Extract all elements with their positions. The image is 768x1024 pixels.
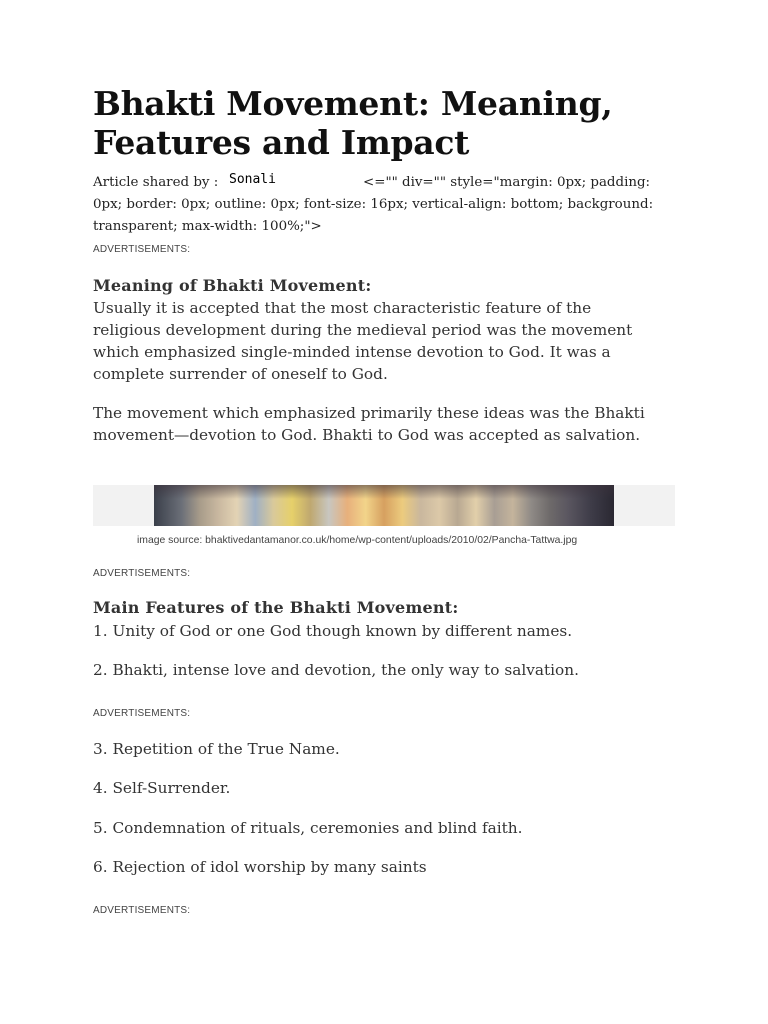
feature-item: 5. Condemnation of rituals, ceremonies and blind faith. bbox=[93, 819, 523, 837]
byline-prefix: Article shared by : bbox=[93, 175, 219, 190]
meaning-paragraph-2: The movement which emphasized primarily these ideas was the Bhakti movement—devotion to God. Bhakti to God was accepted as salvation. bbox=[93, 404, 645, 444]
feature-item: 6. Rejection of idol worship by many saints bbox=[93, 858, 427, 876]
advertisement-label: ADVERTISEMENTS: bbox=[93, 568, 191, 579]
article-title: Bhakti Movement: Meaning, Features and Impact bbox=[93, 84, 613, 162]
byline bbox=[93, 172, 673, 238]
stray-markup-line1: <="" div="" style="margin: 0px; padding: bbox=[363, 175, 651, 190]
advertisement-label: ADVERTISEMENTS: bbox=[93, 708, 191, 719]
image-caption: image source: bhaktivedantamanor.co.uk/home/wp-content/uploads/2010/02/Pancha-Tattwa.jpg bbox=[137, 535, 578, 546]
feature-item: 3. Repetition of the True Name. bbox=[93, 740, 340, 758]
author-name[interactable]: Sonali bbox=[229, 172, 276, 187]
advertisement-label: ADVERTISEMENTS: bbox=[93, 244, 191, 255]
feature-item: 4. Self-Surrender. bbox=[93, 779, 231, 797]
stray-markup-rest: 0px; border: 0px; outline: 0px; font-size: 16px; vertical-align: bottom; background: transparent; max-width: 100%;"> bbox=[93, 197, 654, 234]
feature-item: 1. Unity of God or one God though known by different names. bbox=[93, 622, 573, 640]
pancha-tattwa-image[interactable] bbox=[154, 485, 614, 526]
meaning-heading: Meaning of Bhakti Movement: bbox=[93, 276, 372, 295]
article-image-frame bbox=[93, 485, 675, 526]
feature-item: 2. Bhakti, intense love and devotion, the only way to salvation. bbox=[93, 661, 579, 679]
meaning-paragraph-1: Usually it is accepted that the most characteristic feature of the religious development during the medieval period was the movement which emphasized single-minded intense devotion to God. It was a complete surrender of oneself to God. bbox=[93, 299, 633, 383]
advertisement-label: ADVERTISEMENTS: bbox=[93, 905, 191, 916]
features-heading: Main Features of the Bhakti Movement: bbox=[93, 598, 459, 617]
